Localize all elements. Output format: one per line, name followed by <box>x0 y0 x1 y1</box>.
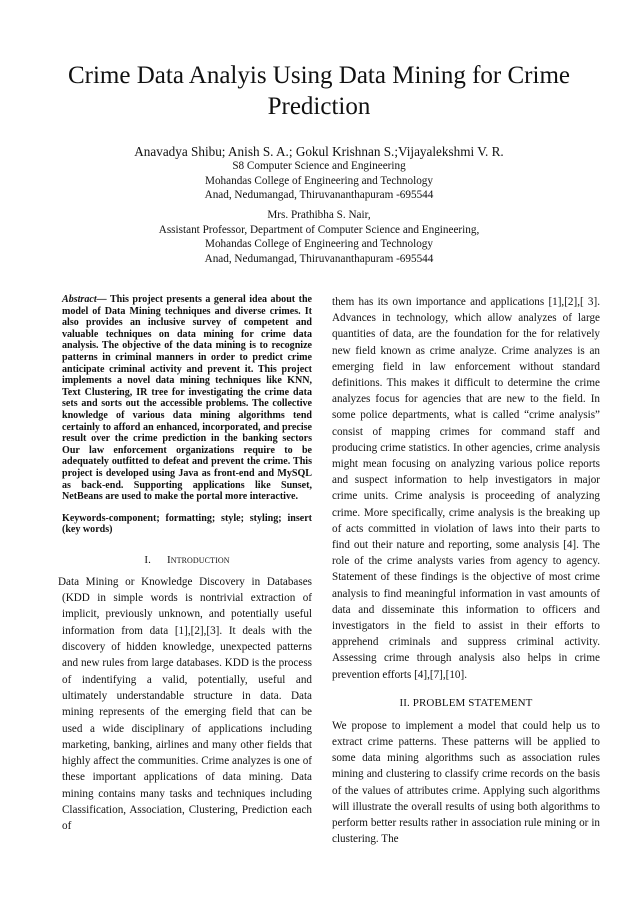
introduction-text: Data Mining or Knowledge Discovery in Databases (KDD in simple words is nontrivial extraction of implicit, previously unknown, and potentially useful information from data [1],[2],[3]. It deals with the discovery of hidden knowledge, unexpected patterns and new rules from large databases. KDD is the process of indentifying a valid, potentially, useful and ultimately understandable structure in data. Data mining represents of the emerging field that can be used a wide disciplinary of applications including marketing, banking, airlines and many other fields that highly affect the communities. Crime analyzes is one of these important applications of data mining. Data mining contains many tasks and techniques including Classification, Association, Clustering, Prediction each of <box>58 575 312 833</box>
abstract-text: This project presents a general idea about the model of Data Mining techniques and diverse crimes. It also provides an inclusive survey of competent and valuable techniques on data mining for crime data analysis. The objective of the data mining is to recognize patterns in criminal manners in order to predict crime anticipate criminal activity and prevent it. This project implements a novel data mining techniques like KNN, Text Clustering, IR tree for investigating the crime data sets and sorts out the accessible problems. The collective knowledge of various data mining algorithms tend certainly to afford an enhanced, incorporated, and precise result over the crime prediction in the banking sectors Our law enforcement organizations require to be adequately outfitted to defeat and prevent the crime. This project is developed using Java as front-end and MySQL as back-end. Supporting applications like Sunset, NetBeans are used to make the portal more interactive. <box>62 294 312 503</box>
problem-statement-text: We propose to implement a model that could help us to extract crime patterns. These patterns will be applied to some data mining algorithms such as association rules mining and clustering to classify crime records on the basis of the values of attributes crime. Applying such algorithms will illustrate the overall results of using both algorithms to perform better results rather in association rule mining or in clustering. The <box>332 719 600 846</box>
guide-name: Mrs. Prathibha S. Nair, <box>267 209 371 221</box>
guide-college: Mohandas College of Engineering and Technology <box>205 238 433 251</box>
left-column <box>58 294 312 835</box>
guide-affiliation <box>20 208 618 266</box>
section-heading-introduction <box>62 554 312 567</box>
paper-title: Crime Data Analyis Using Data Mining for Crime Prediction <box>67 62 570 120</box>
author-list: Anavadya Shibu; Anish S. A.; Gokul Krishnan S.;Vijayalekshmi V. R. <box>134 144 504 159</box>
right-column <box>332 294 600 848</box>
section-number: I. <box>144 553 151 566</box>
abstract <box>62 294 312 503</box>
section-heading-problem-statement: II. PROBLEM STATEMENT <box>399 696 533 709</box>
affiliation-address: Anad, Nedumangad, Thiruvananthapuram -695544 <box>204 189 434 202</box>
student-affiliation <box>20 159 618 203</box>
section-title: Introduction <box>166 553 230 566</box>
abstract-label: Abstract— <box>62 294 107 305</box>
introduction-continued-text: them has its own importance and applications [1],[2],[ 3]. Advances in technology, which allow analyzes of large quantities of data, are the foundation for the for relatively new field known as crime analyze. Crime analyzes is an emerging field in law enforcement without standard definitions. This makes it difficult to determine the crime analyzes focus for agencies that are new to the field. In some police departments, what is called “crime analysis” consist of mapping crimes for command staff and producing crime statistics. In other agencies, crime analysis might mean focusing on analyzing various police reports and suspect information to help investigators in major crime units. Crime analysis is proceeding of analyzing crime. More specifically, crime analysis is the breaking up of acts committed in violation of laws into their parts to find out their nature and reporting, some analysis [4]. The role of the crime analysts varies from agency to agency. Statement of these findings is the objective of most crime analysis to find meaningful information in vast amounts of data and disseminate this information to officers and investigators in the field to assist in their efforts to apprehend criminals and suppress criminal activity. Assessing crime through analysis also helps in crime prevention efforts [4],[7],[10]. <box>332 296 600 681</box>
affiliation-department: S8 Computer Science and Engineering <box>232 160 406 172</box>
guide-address: Anad, Nedumangad, Thiruvananthapuram -695544 <box>204 252 434 265</box>
keywords: Keywords-component; formatting; style; styling; insert (key words) <box>62 512 312 536</box>
guide-role: Assistant Professor, Department of Computer Science and Engineering, <box>158 223 480 236</box>
affiliation-college: Mohandas College of Engineering and Technology <box>205 174 433 187</box>
